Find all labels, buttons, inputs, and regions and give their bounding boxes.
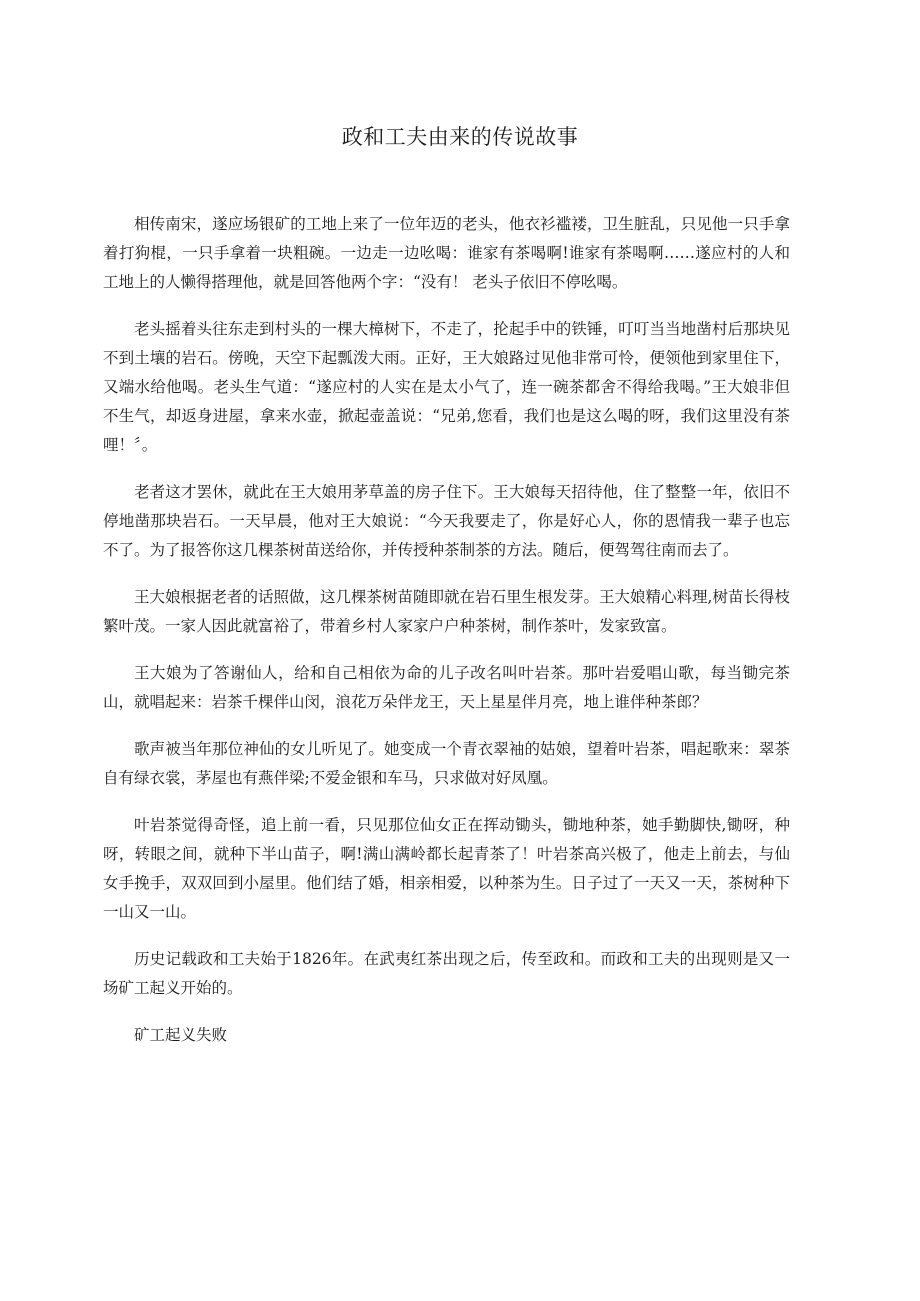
document-body (103, 210, 790, 1068)
paragraph: 王大娘根据老者的话照做，这几棵茶树苗随即就在岩石里生根发芽。王大娘精心料理,树苗长得枝繁叶茂。一家人因此就富裕了，带着乡村人家家户户种茶树，制作茶叶，发家致富。 (103, 588, 790, 635)
paragraph: 相传南宋，遂应场银矿的工地上来了一位年迈的老头，他衣衫褴褛，卫生脏乱，只见他一只手拿着打狗棍，一只手拿着一块粗碗。一边走一边吆喝：谁家有茶喝啊!谁家有茶喝啊……遂应村的人和工地上的人懒得搭理他，就是回答他两个字：“没有！ 老头子依旧不停吆喝。 (103, 215, 790, 291)
paragraph: 王大娘为了答谢仙人，给和自己相依为命的儿子改名叫叶岩茶。那叶岩爱唱山歌，每当锄完茶山，就唱起来：岩茶千棵伴山闵，浪花万朵伴龙王，天上星星伴月亮，地上谁伴种茶郎？ (103, 664, 790, 711)
paragraph: 歌声被当年那位神仙的女儿听见了。她变成一个青衣翠袖的姑娘，望着叶岩茶，唱起歌来：翠茶自有绿衣裳，茅屋也有燕伴梁;不爱金银和车马，只求做对好凤凰。 (103, 740, 790, 787)
paragraph: 叶岩茶觉得奇怪，追上前一看，只见那位仙女正在挥动锄头，锄地种茶，她手勤脚快,锄呀，种呀，转眼之间，就种下半山苗子，啊!满山满岭都长起青茶了！叶岩茶高兴极了，他走上前去，与仙女手挽手，双双回到小屋里。他们结了婚，相亲相爱，以种茶为生。日子过了一天又一天，茶树种下一山又一山。 (103, 816, 790, 921)
document-title: 政和工夫由来的传说故事 (341, 125, 579, 149)
paragraph: 历史记载政和工夫始于1826年。在武夷红茶出现之后，传至政和。而政和工夫的出现则是又一场矿工起义开始的。 (103, 950, 790, 997)
section-heading: 矿工起义失败 (134, 1026, 228, 1044)
paragraph: 老者这才罢休，就此在王大娘用茅草盖的房子住下。王大娘每天招待他，住了整整一年，依旧不停地凿那块岩石。一天早晨，他对王大娘说：“今天我要走了，你是好心人，你的恩情我一辈子也忘不了。为了报答你这几棵茶树苗送给你，并传授种茶制茶的方法。随后，便驾驾往南而去了。 (103, 483, 790, 559)
paragraph: 老头摇着头往东走到村头的一棵大樟树下，不走了，抡起手中的铁锤，叮叮当当地凿村后那块见不到土壤的岩石。傍晚，天空下起瓢泼大雨。正好，王大娘路过见他非常可怜，便领他到家里住下，又端水给他喝。老头生气道：“遂应村的人实在是太小气了，连一碗茶都舍不得给我喝。”王大娘非但不生气，却返身进屋，拿来水壶，掀起壶盖说：“兄弟,您看，我们也是这么喝的呀，我们这里没有茶哩！〞。 (103, 320, 790, 454)
